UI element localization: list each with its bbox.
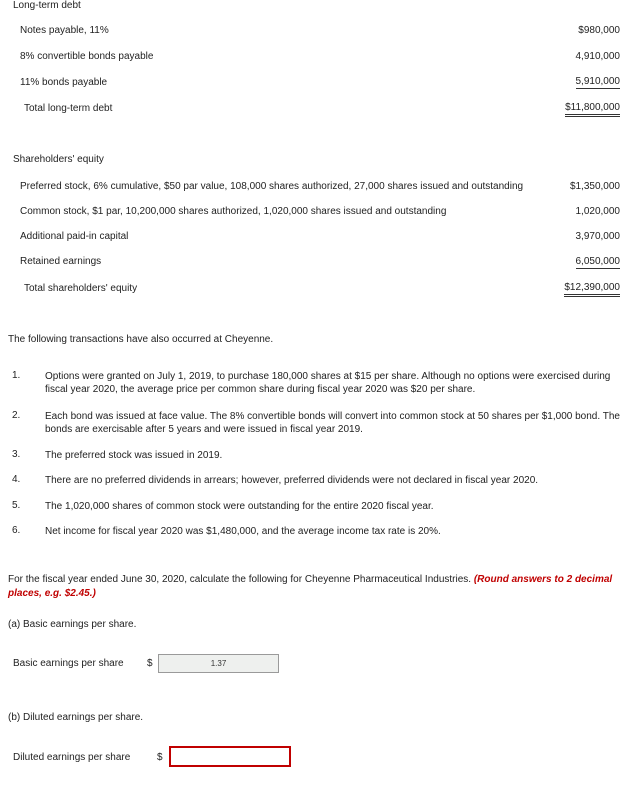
- transaction-text: Each bond was issued at face value. The 8% convertible bonds will convert into common stock at 50 shares per $1,000 bond. The bonds are exercisable after 5 years and were issued in fiscal year 2019.: [45, 411, 620, 435]
- total-long-term-debt-value: $11,800,000: [565, 102, 620, 117]
- total-shareholders-equity-value: $12,390,000: [564, 282, 620, 297]
- question-prompt: [8, 573, 626, 601]
- transaction-text: There are no preferred dividends in arrears; however, preferred dividends were not declared in fiscal year 2020.: [45, 475, 539, 486]
- part-b-title: (b) Diluted earnings per share.: [8, 712, 144, 723]
- long-term-debt-heading: Long-term debt: [13, 0, 81, 11]
- debt-row-value: 4,910,000: [575, 51, 620, 62]
- equity-row-label: Preferred stock, 6% cumulative, $50 par value, 108,000 shares authorized, 27,000 shares issued and outstanding: [20, 181, 524, 192]
- equity-row-value: $1,350,000: [569, 181, 620, 192]
- basic-eps-label: Basic earnings per share: [13, 658, 124, 669]
- debt-row-value: 5,910,000: [575, 76, 620, 87]
- total-shareholders-equity-label: Total shareholders' equity: [24, 283, 138, 294]
- transaction-number: 2.: [12, 410, 21, 421]
- transaction-number: 4.: [12, 474, 21, 485]
- diluted-eps-currency: $: [157, 752, 163, 763]
- debt-row-label: 8% convertible bonds payable: [20, 51, 154, 62]
- question-prompt-text: For the fiscal year ended June 30, 2020, calculate the following for Cheyenne Pharmaceutical Industries.: [8, 574, 472, 585]
- shareholders-equity-heading: Shareholders' equity: [13, 154, 104, 165]
- basic-eps-currency: $: [147, 658, 153, 669]
- transaction-number: 6.: [12, 525, 21, 536]
- diluted-eps-label: Diluted earnings per share: [13, 752, 131, 763]
- debt-row-label: Notes payable, 11%: [20, 25, 109, 36]
- total-long-term-debt-label: Total long-term debt: [24, 103, 113, 114]
- part-a-title: (a) Basic earnings per share.: [8, 619, 137, 630]
- transaction-text: The 1,020,000 shares of common stock were outstanding for the entire 2020 fiscal year.: [45, 501, 434, 512]
- transaction-text: Net income for fiscal year 2020 was $1,480,000, and the average income tax rate is 20%.: [45, 526, 441, 537]
- transactions-intro: The following transactions have also occurred at Cheyenne.: [8, 334, 274, 345]
- equity-row-value: 6,050,000: [575, 256, 620, 267]
- diluted-eps-input[interactable]: [169, 746, 291, 767]
- transaction-text: Options were granted on July 1, 2019, to purchase 180,000 shares at $15 per share. Although no options were exercised during fiscal year 2020, the average price per common share during fiscal year 2020 was $20 per share.: [45, 371, 611, 395]
- basic-eps-input[interactable]: [158, 654, 279, 673]
- debt-row-value: $980,000: [578, 25, 620, 36]
- equity-row-label: Retained earnings: [20, 256, 102, 267]
- basic-eps-value: 1.37: [210, 659, 227, 668]
- debt-row-label: 11% bonds payable: [20, 77, 108, 88]
- transaction-number: 3.: [12, 449, 21, 460]
- transaction-number: 1.: [12, 370, 21, 381]
- rounding-note: (Round answers to 2 decimal places, e.g. $2.45.): [8, 574, 613, 599]
- equity-row-value: 3,970,000: [575, 231, 620, 242]
- equity-row-label: Additional paid-in capital: [20, 231, 129, 242]
- transaction-number: 5.: [12, 500, 21, 511]
- transaction-text: The preferred stock was issued in 2019.: [45, 450, 223, 461]
- equity-row-value: 1,020,000: [575, 206, 620, 217]
- equity-row-label: Common stock, $1 par, 10,200,000 shares authorized, 1,020,000 shares issued and outstanding: [20, 206, 447, 217]
